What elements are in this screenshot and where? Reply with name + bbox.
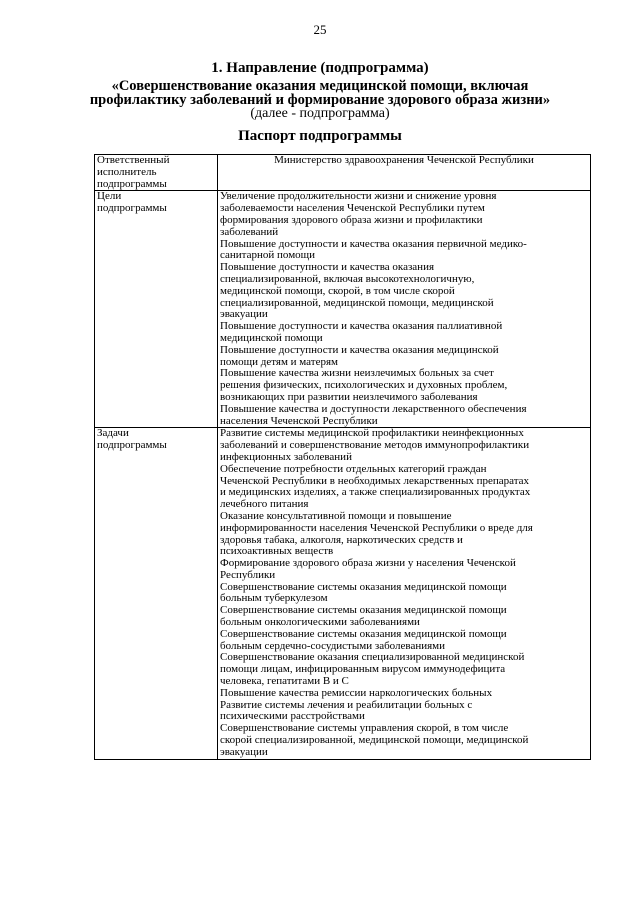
- row-value-line: больным онкологическими заболеваниями: [220, 616, 420, 629]
- row-value-line: психическими расстройствами: [220, 710, 365, 723]
- row-value-line: больным сердечно-сосудистыми заболеваниями: [220, 639, 446, 652]
- row-value-line: психоактивных веществ: [220, 545, 334, 558]
- row-value-line: эвакуации: [220, 308, 268, 321]
- row-responsible-executor: [95, 155, 591, 191]
- row-label-line: исполнитель: [97, 165, 157, 178]
- row-value-line: скорой специализированной, медицинской помощи, медицинской: [220, 734, 529, 747]
- row-label-line: Цели: [97, 190, 122, 203]
- row-value-line: лечебного питания: [220, 498, 309, 511]
- row-value-line: Повышение доступности и качества оказания медицинской: [220, 343, 499, 356]
- row-value-line: медицинской помощи: [220, 331, 323, 344]
- row-value-line: Совершенствование системы оказания медицинской помощи: [220, 604, 507, 617]
- row-value-line: помощи детям и матерям: [220, 355, 338, 368]
- row-value-line: эвакуации: [220, 745, 268, 758]
- row-label-line: подпрограммы: [97, 439, 167, 452]
- row-value-line: населения Чеченской Республики: [220, 414, 378, 427]
- row-value-line: Совершенствование оказания специализированной медицинской: [220, 651, 525, 664]
- row-value-line: Развитие системы медицинской профилактики неинфекционных: [220, 427, 524, 440]
- row-value-line: человека, гепатитами B и C: [220, 675, 349, 688]
- row-value-line: Формирование здорового образа жизни у населения Чеченской: [220, 557, 516, 570]
- passport-table-body: [95, 155, 591, 760]
- row-value-cell: [218, 155, 591, 191]
- row-value-line: формирования здорового образа жизни и профилактики: [220, 213, 483, 226]
- row-value-line: заболеваний и совершенствование методов иммунопрофилактики: [220, 439, 530, 452]
- row-value-line: информированности населения Чеченской Республики о вреде для: [220, 521, 533, 534]
- row-label-cell: [95, 155, 218, 191]
- row-subprogram-tasks: [95, 428, 591, 759]
- row-value-line: больным туберкулезом: [220, 592, 328, 605]
- row-value-line: медицинской помощи, скорой, в том числе скорой: [220, 284, 455, 297]
- row-value-line: инфекционных заболеваний: [220, 450, 352, 463]
- row-value-line: Повышение качества ремиссии наркологических больных: [220, 686, 493, 699]
- row-label-cell: [95, 191, 218, 428]
- subprogram-title-line: «Совершенствование оказания медицинской помощи, включая: [111, 78, 529, 94]
- row-label-line: Ответственный: [97, 154, 170, 166]
- page-number: 25: [313, 22, 327, 37]
- row-value-line: Повышение доступности и качества оказания паллиативной: [220, 320, 503, 333]
- row-value-line: Чеченской Республики в необходимых лекарственных препаратах: [220, 474, 530, 487]
- row-value-line: Обеспечение потребности отдельных категорий граждан: [220, 462, 487, 475]
- direction-heading: 1. Направление (подпрограмма): [211, 60, 429, 76]
- row-value-line: Совершенствование системы оказания медицинской помощи: [220, 627, 507, 640]
- row-value-line: заболеваний: [220, 225, 279, 238]
- row-value-line: заболеваемости населения Чеченской Республики путем: [220, 202, 485, 215]
- subprogram-note: (далее - подпрограмма): [250, 106, 390, 121]
- row-value-cell: [218, 428, 591, 759]
- row-value-line: помощи лицам, инфицированным вирусом иммунодефицита: [220, 663, 506, 676]
- row-subprogram-goals: [95, 191, 591, 428]
- row-value-line: Совершенствование системы управления скорой, в том числе: [220, 722, 509, 735]
- row-value-line: Повышение доступности и качества оказания первичной медико-: [220, 237, 527, 250]
- row-value-line: Совершенствование системы оказания медицинской помощи: [220, 580, 507, 593]
- row-value-line: Повышение качества жизни неизлечимых больных за счет: [220, 367, 494, 380]
- row-value-line: Развитие системы лечения и реабилитации больных с: [220, 698, 473, 711]
- row-value-line: Оказание консультативной помощи и повышение: [220, 509, 452, 522]
- row-value-line: здоровья табака, алкоголя, наркотических средств и: [220, 533, 463, 546]
- subprogram-title: [40, 79, 600, 107]
- row-label-line: подпрограммы: [97, 177, 167, 190]
- row-value-line: специализированной, включая высокотехнологичную,: [220, 272, 475, 285]
- row-label-line: Задачи: [97, 427, 129, 440]
- passport-table: [94, 154, 591, 760]
- row-value-line: специализированной, медицинской помощи, медицинской: [220, 296, 494, 309]
- row-value-line: Увеличение продолжительности жизни и снижение уровня: [220, 190, 497, 203]
- row-value-line: и медицинских изделиях, а также специализированных продуктах: [220, 486, 531, 499]
- passport-heading: Паспорт подпрограммы: [238, 128, 402, 144]
- row-value-line: Повышение доступности и качества оказания: [220, 261, 435, 274]
- row-value-line: санитарной помощи: [220, 249, 316, 262]
- subprogram-title-line: профилактику заболеваний и формирование здорового образа жизни»: [89, 92, 551, 108]
- row-label-line: подпрограммы: [97, 202, 167, 215]
- row-value-line: возникающих при развитии неизлечимого заболевания: [220, 390, 478, 403]
- row-label-cell: [95, 428, 218, 759]
- row-value-line: решения физических, психологических и духовных проблем,: [220, 379, 508, 392]
- row-value-line: Министерство здравоохранения Чеченской Республики: [274, 154, 534, 166]
- row-value-line: Республики: [220, 568, 276, 581]
- row-value-cell: [218, 191, 591, 428]
- row-value-line: Повышение качества и доступности лекарственного обеспечения: [220, 402, 527, 415]
